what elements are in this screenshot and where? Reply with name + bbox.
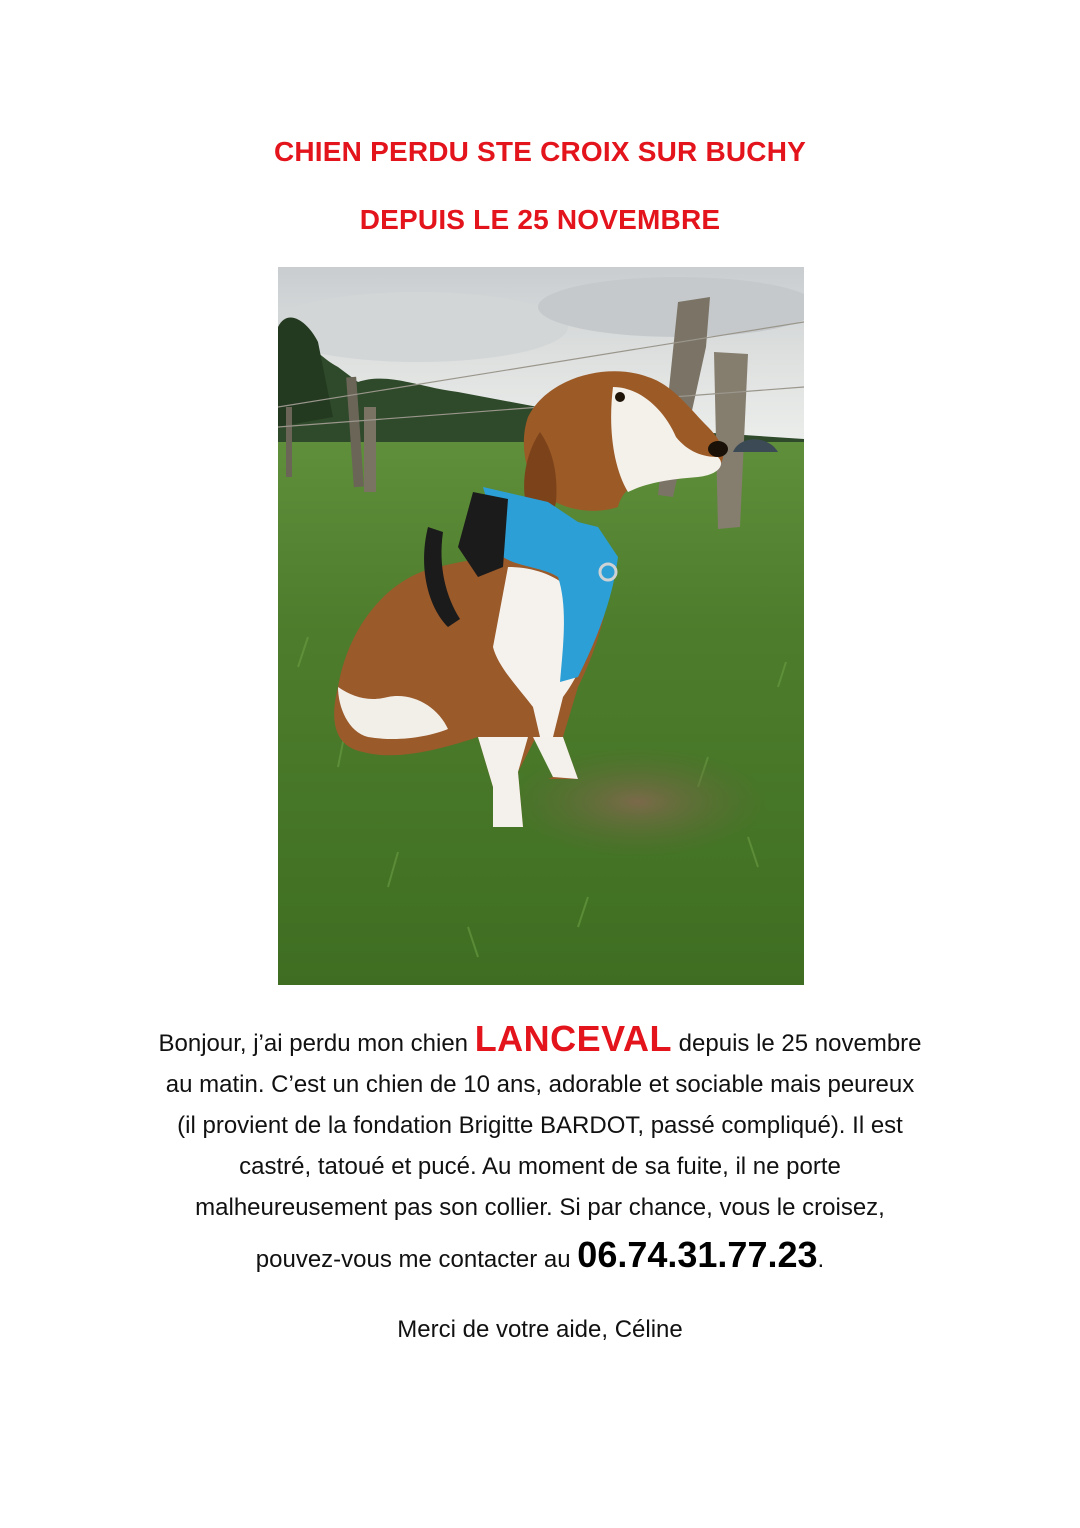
message-line-2: au matin. C’est un chien de 10 ans, adorable et sociable mais peureux [165,1071,915,1098]
dog-photo-icon [278,267,804,985]
message-line-4: castré, tatoué et pucé. Au moment de sa fuite, il ne porte [239,1153,841,1180]
message-line-1-end: depuis le 25 novembre [672,1030,922,1057]
message-line-6 [90,1234,990,1280]
lost-dog-message [90,1018,990,1280]
poster-title-line1: CHIEN PERDU STE CROIX SUR BUCHY [273,136,807,167]
message-line-6-start: pouvez-vous me contacter au [255,1246,578,1273]
phone-number: 06.74.31.77.23 [577,1234,818,1275]
message-line-6-end: . [817,1246,825,1273]
dog-name: LANCEVAL [474,1018,673,1059]
message-line-1 [90,1018,990,1064]
message-line-5: malheureusement pas son collier. Si par chance, vous le croisez, [195,1194,885,1221]
message-line-1-start: Bonjour, j’ai perdu mon chien [158,1030,475,1057]
signoff: Merci de votre aide, Céline [397,1316,683,1343]
poster-title-line2: DEPUIS LE 25 NOVEMBRE [359,204,721,235]
message-line-3: (il provient de la fondation Brigitte BARDOT, passé compliqué). Il est [177,1112,903,1139]
